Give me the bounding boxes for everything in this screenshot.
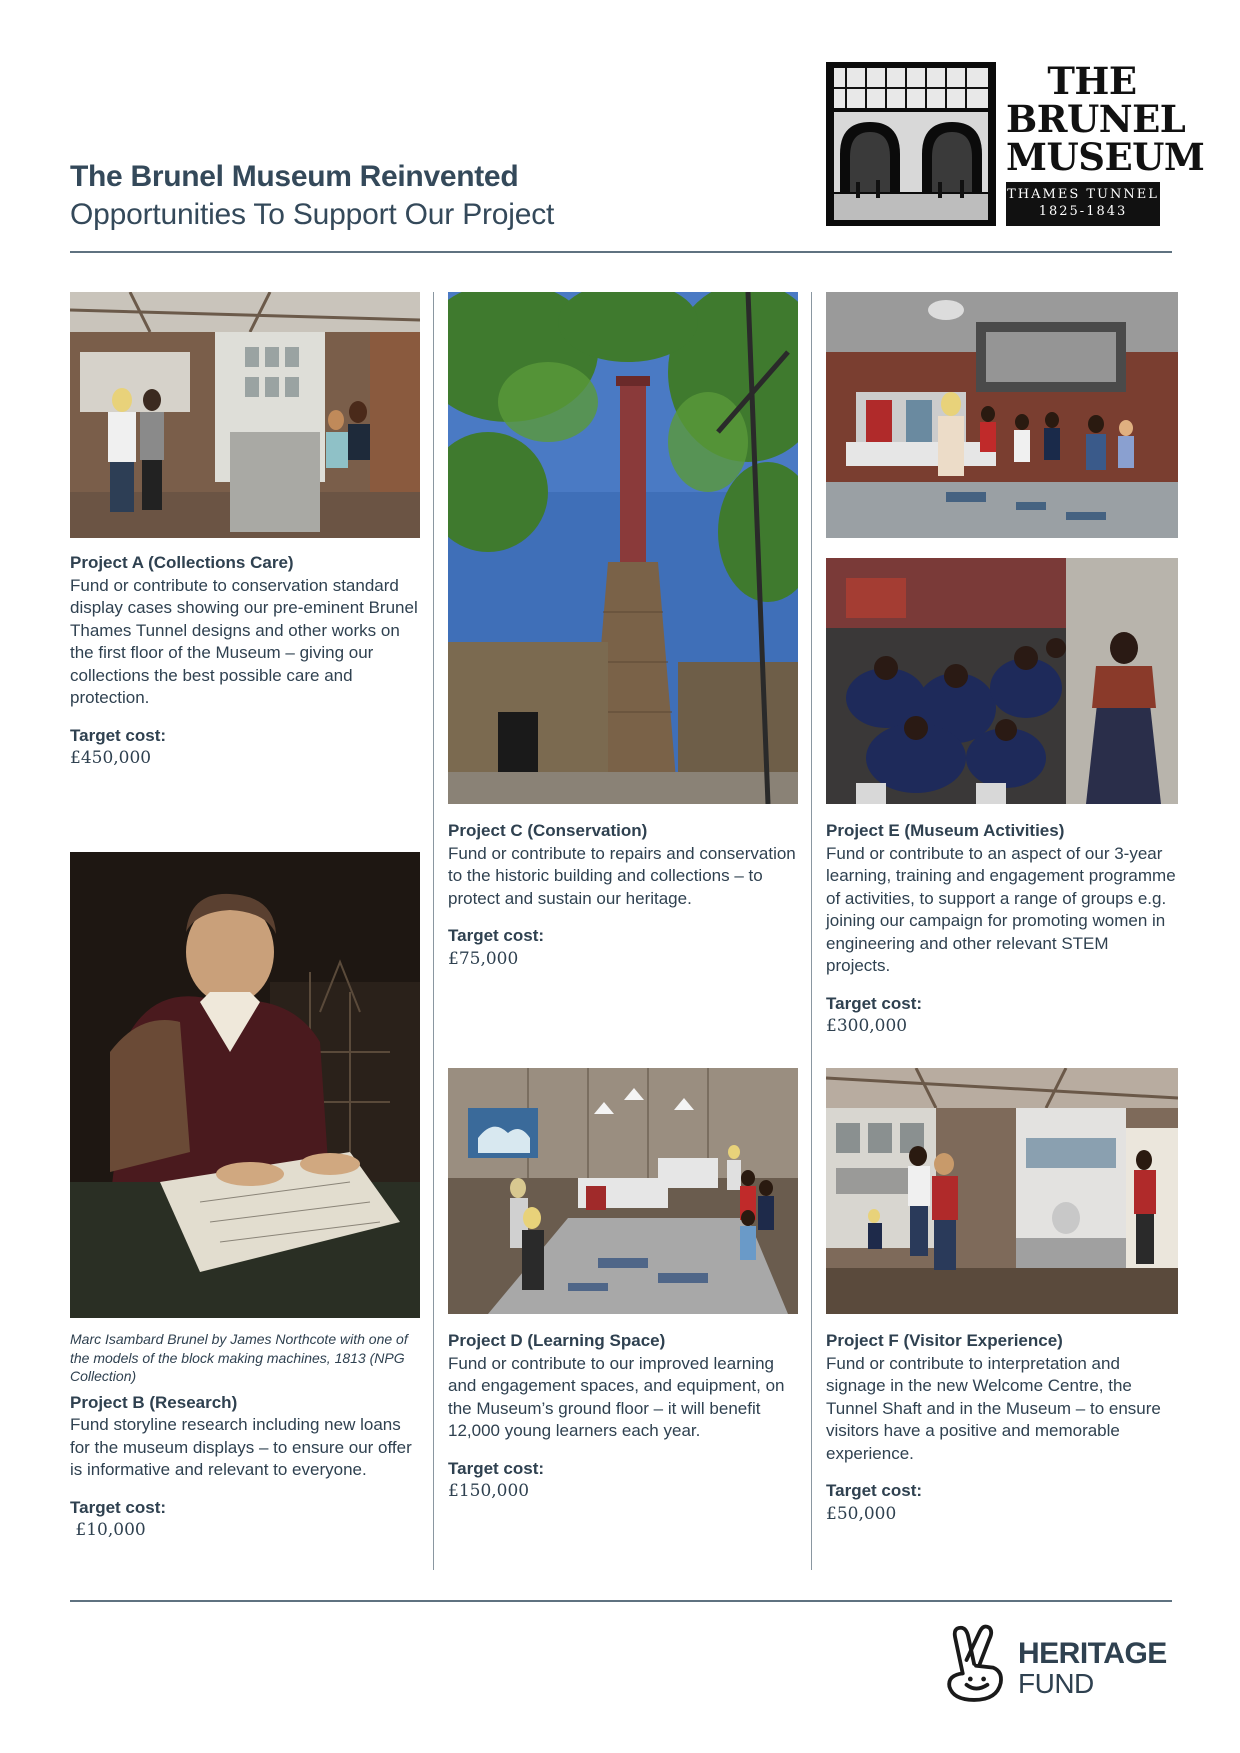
project-c-card <box>448 820 798 970</box>
project-c-title: Project C (Conservation) <box>448 821 648 840</box>
project-f-title: Project F (Visitor Experience) <box>826 1331 1063 1350</box>
crossed-fingers-icon <box>938 1618 1014 1704</box>
project-f-cost: £50,000 <box>826 1503 897 1524</box>
project-b-target-label: Target cost: <box>70 1497 167 1517</box>
logo-tunnel-image <box>826 62 996 226</box>
project-a-photo <box>70 292 420 538</box>
project-b-cost: £10,000 <box>70 1520 146 1540</box>
footer-divider <box>70 1600 1172 1602</box>
project-b-caption: Marc Isambard Brunel by James Northcote with one of the models of the block making machines, 1813 (NPG Collection) <box>70 1331 408 1384</box>
project-f-photo <box>826 1068 1178 1314</box>
project-e-cost: £300,000 <box>826 1016 908 1036</box>
fund-word: FUND <box>1018 1668 1094 1699</box>
project-e-photo-2 <box>826 558 1178 804</box>
project-b-description: Fund storyline research including new loans for the museum displays – to ensure our offer is informative and relevant to everyone. <box>70 1415 412 1479</box>
project-c-target-label: Target cost: <box>448 926 545 945</box>
logo-line-1: THE <box>1047 59 1137 103</box>
column-divider-1 <box>433 292 434 1570</box>
project-d-title: Project D (Learning Space) <box>448 1331 666 1350</box>
heritage-fund-logo <box>938 1618 1178 1708</box>
logo-wordmark <box>1006 59 1205 179</box>
project-d-description: Fund or contribute to our improved learning and engagement spaces, and equipment, on the Museum’s ground floor – it will benefit 12,000 young learners each year. <box>448 1353 785 1440</box>
logo-line-3: MUSEUM <box>1006 135 1205 179</box>
logo-date-box <box>1006 182 1160 226</box>
project-d-photo <box>448 1068 798 1314</box>
project-e-card <box>826 820 1176 1038</box>
project-a-description: Fund or contribute to conservation standard display cases showing our pre-eminent Brunel Thames Tunnel designs and other works on the first floor of the Museum – giving our collections the best possible care and protection. <box>70 575 418 707</box>
project-c-photo <box>448 292 798 804</box>
project-e-target-label: Target cost: <box>826 993 923 1013</box>
project-b-portrait <box>70 852 420 1318</box>
column-divider-2 <box>811 292 812 1570</box>
logo-box-line-1: THAMES TUNNEL <box>1007 187 1159 202</box>
project-a-card <box>70 552 420 770</box>
project-a-target-label: Target cost: <box>70 725 167 745</box>
project-e-photo-1 <box>826 292 1178 538</box>
project-a-title: Project A (Collections Care) <box>70 553 294 572</box>
project-e-description: Fund or contribute to an aspect of our 3-year learning, training and engagement programme of activities, to support a range of groups e.g. joining our campaign for promoting women in engineering and other relevant STEM projects. <box>826 843 1176 975</box>
project-d-card <box>448 1330 798 1503</box>
heritage-fund-wordmark <box>1018 1638 1167 1698</box>
project-b-title: Project B (Research) <box>70 1392 238 1412</box>
project-c-description: Fund or contribute to repairs and conservation to the historic building and collections – to protect and sustain our heritage. <box>448 843 796 908</box>
project-d-cost: £150,000 <box>448 1481 530 1501</box>
project-c-cost: £75,000 <box>448 948 519 969</box>
project-b-card <box>70 1330 420 1542</box>
page-subtitle: Opportunities To Support Our Project <box>70 198 555 231</box>
project-d-target-label: Target cost: <box>448 1458 545 1478</box>
header-divider <box>70 251 1172 253</box>
heritage-word: HERITAGE <box>1018 1637 1167 1670</box>
logo-box-line-2: 1825-1843 <box>1038 204 1128 219</box>
page-title: The Brunel Museum Reinvented <box>70 160 519 193</box>
project-e-title: Project E (Museum Activities) <box>826 821 1065 840</box>
project-f-description: Fund or contribute to interpretation and signage in the new Welcome Centre, the Tunnel Shaft and in the Museum – to ensure visitors have a positive and memorable experience. <box>826 1353 1161 1463</box>
project-f-card <box>826 1330 1176 1525</box>
project-a-cost: £450,000 <box>70 748 152 768</box>
brunel-museum-logo <box>826 59 1205 228</box>
logo-line-2: BRUNEL <box>1006 97 1186 141</box>
project-f-target-label: Target cost: <box>826 1481 923 1500</box>
